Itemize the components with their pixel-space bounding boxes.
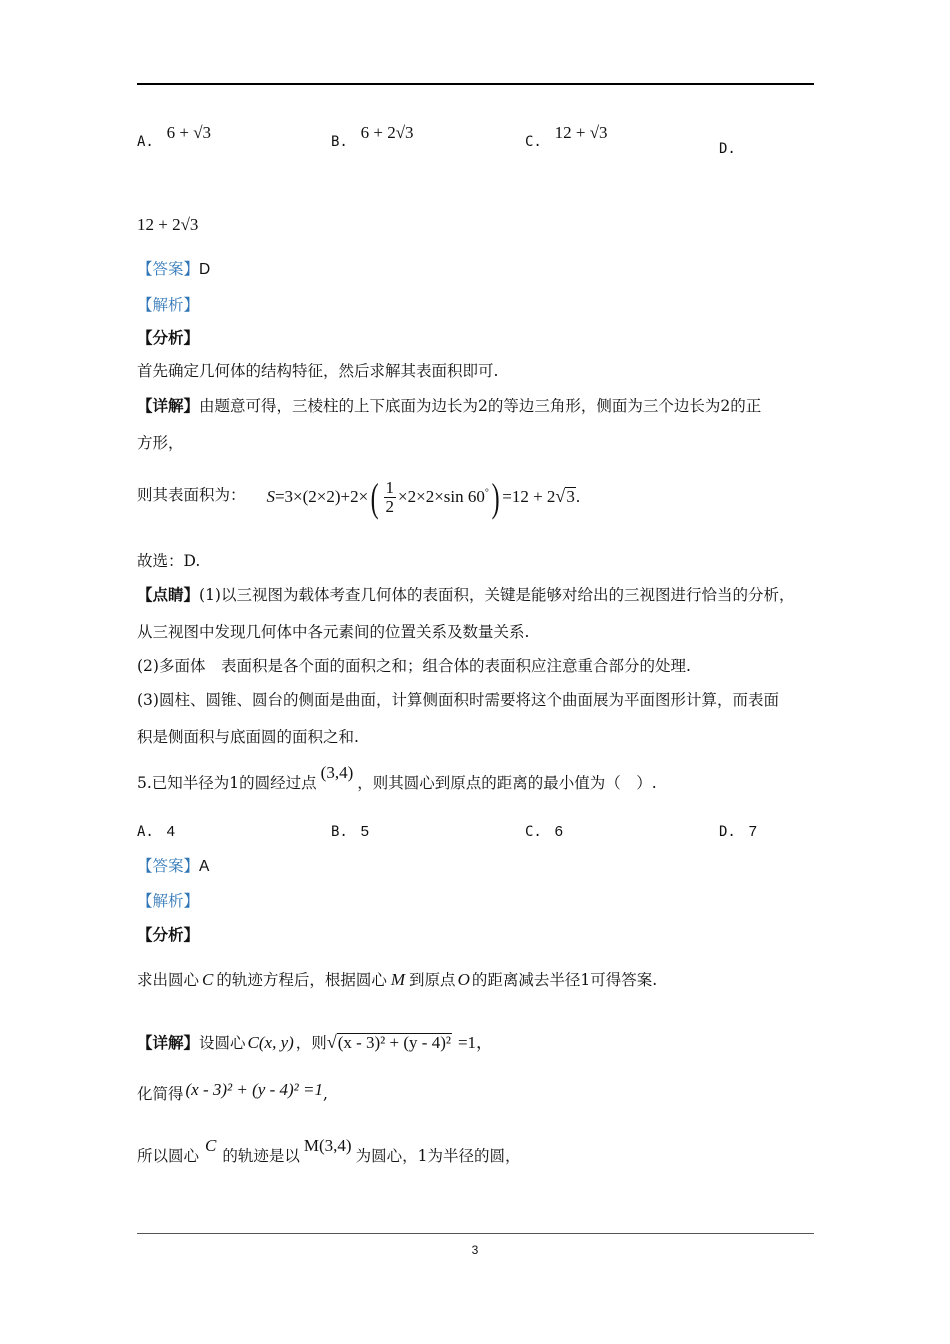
q5-simplify-line	[137, 1080, 328, 1105]
q5-option-a	[137, 822, 175, 840]
q5-detail-radicand: (x - 3)² + (y - 4)²	[337, 1033, 451, 1052]
q4-option-a-label: A.	[137, 134, 154, 150]
q5-simplify-eq: (x - 3)² + (y - 4)² =1	[185, 1080, 323, 1099]
q5-option-d	[719, 822, 757, 840]
page-number: 3	[471, 1243, 479, 1257]
q5-answer-value: A	[199, 858, 210, 875]
q4-dianjing-text2: 从三视图中发现几何体中各元素间的位置关系及数量关系.	[137, 623, 530, 641]
q4-option-a-value: 6 + √3	[166, 123, 212, 142]
formula-degree: °	[484, 487, 489, 498]
q5-option-d-label: D.	[719, 824, 736, 840]
formula-s: S	[266, 486, 275, 506]
formula-rparen: )	[491, 474, 500, 520]
q5-stem-post: ，则其圆心到原点的距离的最小值为（ ）.	[357, 774, 657, 792]
formula-fraction	[384, 479, 397, 516]
q5-detail-radical-sign: √	[326, 1032, 337, 1052]
q4-option-b-value: 6 + 2√3	[360, 123, 414, 142]
q5-option-c	[525, 822, 563, 840]
q5-option-d-value: 7	[748, 823, 757, 840]
q5-fenxi-line	[137, 969, 657, 991]
q5-fenxi-mid1: 的轨迹方程后，根据圆心	[216, 971, 387, 989]
formula-lhs: =3×(2×2)+2×	[274, 486, 369, 506]
formula-mid: ×2×2×sin 60	[398, 486, 485, 506]
q4-option-c-value: 12 + √3	[554, 123, 608, 142]
q4-area-formula	[266, 474, 581, 520]
q5-stem-point: (3,4)	[320, 763, 354, 782]
q5-stem	[137, 763, 657, 794]
q4-dianjing-tag: 【点睛】	[137, 585, 200, 604]
q4-option-b	[331, 123, 414, 151]
q5-locus-pre: 所以圆心	[137, 1147, 200, 1165]
q4-fenxi-tag: 【分析】	[137, 328, 200, 347]
q4-option-b-label: B.	[331, 134, 348, 150]
q5-option-a-label: A.	[137, 824, 154, 840]
q5-option-b	[331, 822, 369, 840]
q5-locus-mid: 的轨迹是以	[222, 1147, 300, 1165]
q5-fenxi-m: M	[390, 970, 406, 989]
q4-answer	[137, 258, 210, 281]
q4-option-d-value: 12 + 2√3	[137, 215, 199, 234]
q5-detail-c: C(x, y)	[247, 1033, 294, 1052]
q5-fenxi-tag: 【分析】	[137, 925, 200, 944]
q5-option-a-value: 4	[166, 823, 175, 840]
q5-stem-pre: 5.已知半径为1的圆经过点	[137, 774, 317, 792]
q5-detail-pre: 设圆心	[199, 1034, 246, 1052]
q5-locus-c: C	[205, 1136, 217, 1155]
q4-detail-text2: 方形，	[137, 434, 184, 452]
q4-answer-tag: 【答案】	[137, 260, 200, 278]
q5-locus-post: 为圆心，1为半径的圆，	[355, 1147, 521, 1165]
q5-option-b-value: 5	[360, 823, 369, 840]
q4-option-a	[137, 123, 212, 151]
q4-area-formula-line	[137, 470, 580, 520]
q5-detail-line	[137, 1028, 493, 1057]
q4-option-c-label: C.	[525, 134, 542, 150]
q4-dianjing-line1	[137, 584, 794, 606]
q4-dianjing-text1: (1)以三视图为载体考查几何体的表面积，关键是能够对给出的三视图进行恰当的分析，	[199, 586, 795, 604]
q5-detail-tag: 【详解】	[137, 1033, 200, 1052]
q4-choose: 故选：D.	[137, 552, 201, 570]
q5-fenxi-post: 的距离减去半径1可得答案.	[471, 971, 658, 989]
q5-option-c-label: C.	[525, 824, 542, 840]
q5-answer-tag: 【答案】	[137, 857, 200, 875]
q5-answer	[137, 855, 209, 878]
q5-option-c-value: 6	[554, 823, 563, 840]
q5-fenxi-pre: 求出圆心	[137, 971, 200, 989]
q4-option-d-label-wrap	[719, 139, 736, 157]
q5-fenxi-o: O	[457, 970, 470, 989]
q4-dianjing-text3: (2)多面体 表面积是各个面的面积之和；组合体的表面积应注意重合部分的处理.	[137, 657, 691, 675]
formula-lparen: (	[370, 474, 379, 520]
q4-analysis-tag: 【解析】	[137, 296, 200, 314]
q5-fenxi-c: C	[202, 970, 214, 989]
q4-area-prefix: 则其表面积为：	[137, 485, 246, 504]
q5-detail-post: =1，	[457, 1033, 494, 1052]
q4-detail-line1	[137, 395, 761, 417]
formula-frac-den: 2	[385, 497, 395, 517]
q5-analysis-tag: 【解析】	[137, 892, 200, 910]
q4-option-d-label: D.	[719, 141, 736, 157]
formula-end: .	[575, 486, 581, 506]
q4-detail-text1: 由题意可得，三棱柱的上下底面为边长为2的等边三角形，侧面为三个边长为2的正	[199, 397, 762, 415]
q5-fenxi-mid2: 到原点	[409, 971, 456, 989]
formula-radicand: 3	[566, 486, 575, 506]
q5-simplify-post: ,	[322, 1085, 328, 1103]
q5-detail-mid: ，则	[295, 1034, 327, 1052]
q5-simplify-pre: 化简得	[137, 1085, 184, 1103]
q4-dianjing-text4: (3)圆柱、圆锥、圆台的侧面是曲面，计算侧面积时需要将这个曲面展为平面图形计算，而表面	[137, 691, 779, 709]
footer-rule	[137, 1233, 814, 1234]
q4-answer-value: D	[199, 261, 211, 278]
q5-locus-m: M(3,4)	[303, 1136, 352, 1155]
q5-locus-line	[137, 1136, 521, 1167]
formula-radical-sign: √	[555, 485, 566, 506]
formula-frac-num: 1	[385, 478, 395, 498]
q4-dianjing-text5: 积是侧面积与底面圆的面积之和.	[137, 728, 359, 746]
q4-fenxi-text: 首先确定几何体的结构特征，然后求解其表面积即可.	[137, 362, 499, 380]
q4-option-c	[525, 123, 608, 151]
q5-option-b-label: B.	[331, 824, 348, 840]
header-rule	[137, 83, 814, 85]
q4-detail-tag: 【详解】	[137, 396, 200, 415]
formula-rhs: =12 + 2	[502, 486, 556, 506]
